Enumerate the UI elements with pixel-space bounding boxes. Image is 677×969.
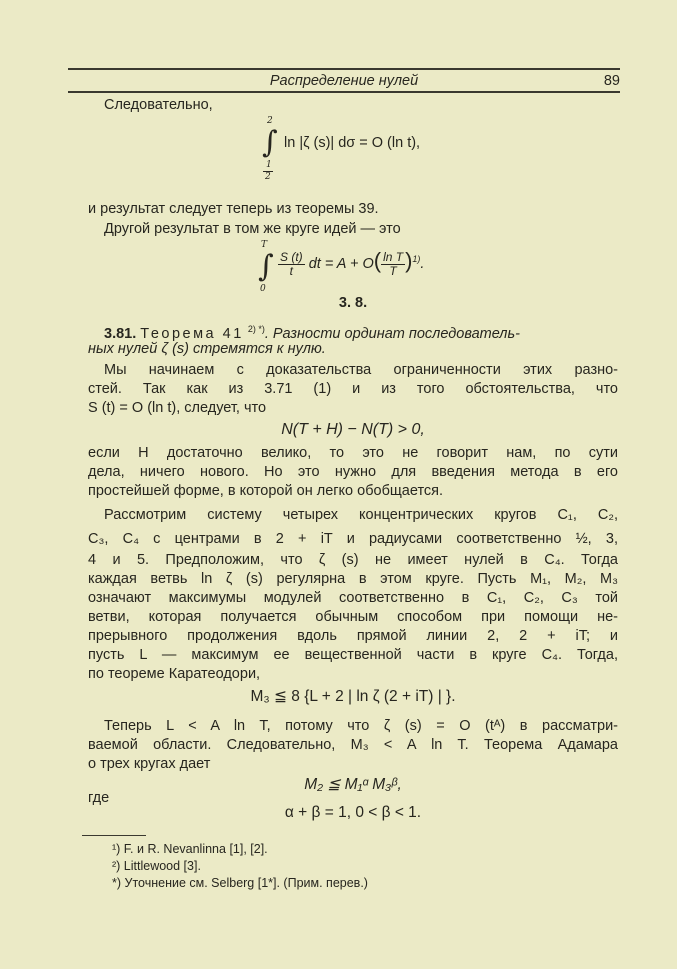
equation: N(T + H) − N(T) > 0,: [281, 421, 425, 438]
theorem-word: Теорема 41: [140, 325, 244, 342]
page-number: 89: [603, 73, 620, 89]
running-header: Распределение нулей: [269, 73, 419, 89]
fraction-denominator: t: [289, 263, 293, 278]
text-line: Другой результат в том же круге идей — это: [104, 221, 401, 237]
equation-end: .: [420, 256, 425, 272]
fraction-denominator: T: [389, 263, 397, 278]
header-rule-bottom: [68, 91, 620, 93]
integral-lower-limit: 0: [260, 284, 266, 294]
text-line: прерывного продолжения вдоль прямой линии 2, 2 + iT; и: [88, 628, 618, 644]
equation: α + β = 1, 0 < β < 1.: [284, 804, 422, 821]
text-line: по теореме Каратеодори,: [88, 666, 261, 682]
text-line: если H достаточно велико, то это не говорит нам, по сути: [88, 445, 618, 461]
text-line: означают максимумы модулей соответственно в C₁, C₂, C₃ той: [88, 590, 618, 606]
footnote-ref: 2) *): [247, 324, 265, 334]
integral-lower-limit-den: 2: [265, 172, 271, 182]
header-rule-top: [68, 68, 620, 70]
text-line: S (t) = O (ln t), следует, что: [88, 400, 267, 416]
equation-middle: dt = A + O: [308, 256, 374, 272]
text-line: стей. Так как из 3.71 (1) и из того обстоятельства, что: [88, 381, 618, 397]
fraction-numerator: S (t): [280, 249, 303, 264]
integral-sign: ∫: [258, 249, 274, 284]
footnote: ²) Littlewood [3].: [112, 859, 201, 873]
text-line: Теперь L < A ln T, потому что ζ (s) = O (tᴬ) в рассматри-: [104, 718, 618, 734]
text-line: простейшей форме, в которой он легко обобщается.: [88, 483, 444, 499]
text-line: ветви, которая получается обычным способом при помощи не-: [88, 609, 618, 625]
integral-upper-limit: 2: [267, 116, 273, 126]
equation: M₃ ≦ 8 {L + 2 | ln ζ (2 + iT) | }.: [250, 688, 456, 705]
text-line: и результат следует теперь из теоремы 39.: [88, 201, 379, 217]
theorem-statement: ных нулей ζ (s) стремятся к нулю.: [88, 341, 326, 357]
integral-sign: ∫: [262, 125, 278, 160]
text-line: каждая ветвь ln ζ (s) регулярна в этом круге. Пусть M₁, M₂, M₃: [88, 571, 618, 587]
theorem-number: 3.81.: [104, 325, 137, 342]
text-line: дела, ничего нового. Но это нужно для введения метода в его: [88, 464, 618, 480]
text-line: Мы начинаем с доказательства ограниченности этих разно-: [104, 362, 618, 378]
text-line: где: [88, 790, 110, 806]
text-line: 4 и 5. Предположим, что ζ (s) не имеет нулей в C₄. Тогда: [88, 552, 618, 568]
footnote-rule: [82, 835, 146, 836]
equation-expression: ln |ζ (s)| dσ = O (ln t),: [284, 135, 421, 151]
text-line: пусть L — максимум ее вещественной части в круге C₄. Тогда,: [88, 647, 618, 663]
integral-lower-limit-num: 1: [266, 160, 272, 170]
text-line: о трех кругах дает: [88, 756, 211, 772]
text-line: ваемой области. Следовательно, M₃ < A ln T. Теорема Адамара: [88, 737, 618, 753]
text-line: Следовательно,: [104, 97, 213, 113]
section-heading: 3. 8.: [338, 295, 368, 311]
text-line: Рассмотрим систему четырех концентрических кругов C₁, C₂,: [104, 507, 618, 523]
footnote: ¹) F. и R. Nevanlinna [1], [2].: [112, 842, 268, 856]
footnote-ref: 1): [412, 254, 421, 265]
fraction-numerator: ln T: [383, 249, 404, 264]
footnote: *) Уточнение см. Selberg [1*]. (Прим. перев.): [112, 876, 368, 890]
text-line: C₃, C₄ с центрами в 2 + iT и радиусами соответственно ½, 3,: [88, 531, 618, 547]
integral-upper-limit: T: [261, 240, 268, 250]
equation: M₂ ≦ M₁ᵅ M₃ᵝ,: [304, 776, 402, 793]
theorem-statement: . Разности ординат последователь-: [264, 325, 520, 342]
